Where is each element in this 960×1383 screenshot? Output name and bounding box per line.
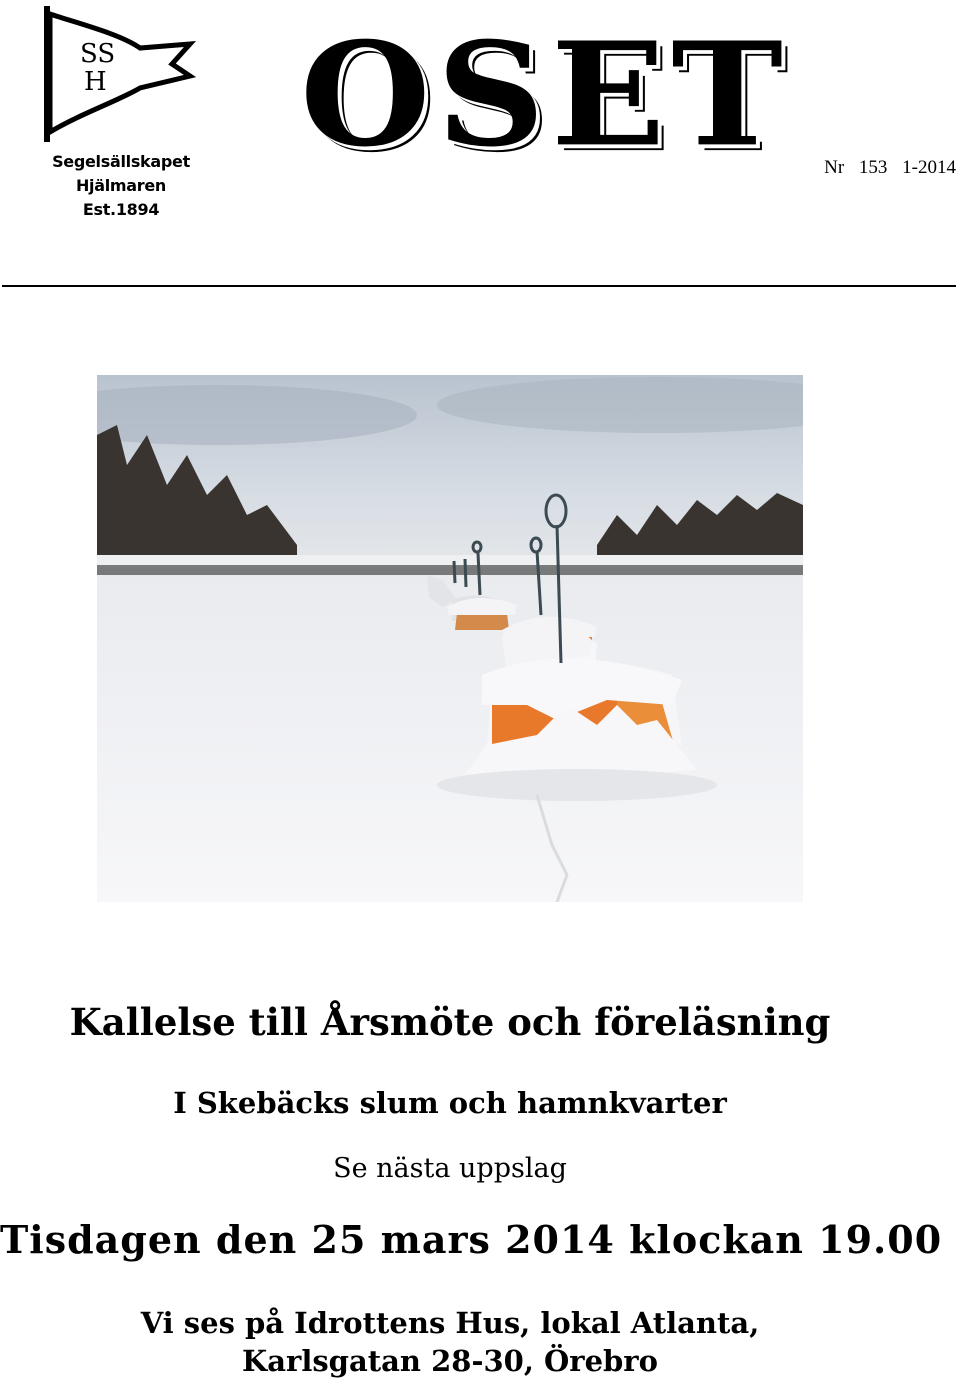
header-divider (2, 285, 956, 287)
issue-number: 153 (858, 157, 888, 178)
logo-line-established: Est.1894 (82, 200, 160, 219)
pennant-flag-icon (40, 4, 210, 144)
cover-photo (97, 375, 803, 902)
issue-edition: 1-2014 (902, 157, 956, 178)
issue-label: Nr (824, 157, 845, 178)
logo-line-lake: Hjälmaren (75, 176, 167, 195)
meeting-datetime: Tisdagen den 25 mars 2014 klockan 19.00 (0, 1217, 943, 1262)
svg-text:H: H (84, 67, 107, 97)
meeting-venue: Vi ses på Idrottens Hus, lokal Atlanta, (140, 1306, 760, 1340)
logo-line-club: Segelsällskapet (52, 152, 190, 171)
masthead-title: OSET (300, 11, 789, 179)
issue-info (824, 157, 956, 179)
see-next-spread-note: Se nästa uppslag (333, 1153, 567, 1184)
announcement-subtitle: I Skebäcks slum och hamnkvarter (173, 1086, 727, 1120)
meeting-address: Karlsgatan 28-30, Örebro (242, 1344, 658, 1378)
logo-text (26, 150, 216, 222)
club-logo (26, 4, 226, 220)
announcement-title: Kallelse till Årsmöte och föreläsning (69, 1000, 831, 1044)
svg-text:SS: SS (80, 39, 116, 69)
